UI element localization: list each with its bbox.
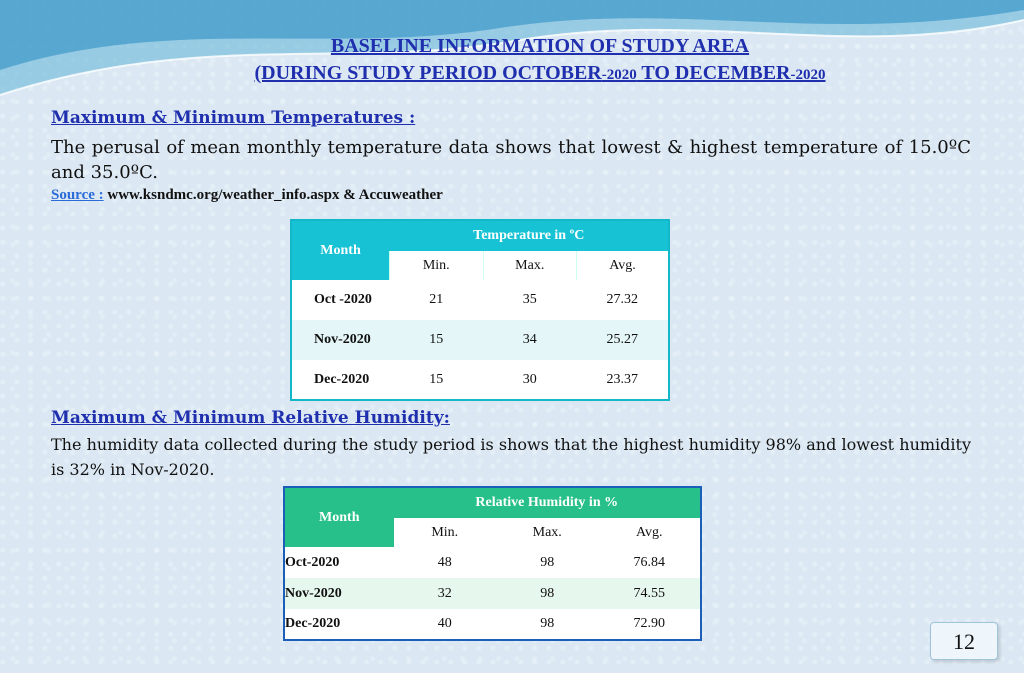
- temp-row-max: 30: [483, 360, 576, 400]
- hum-row-max: 98: [496, 547, 598, 578]
- temp-row-avg: 25.27: [576, 320, 669, 360]
- humidity-table: [283, 486, 702, 641]
- slide-title-line1: [200, 35, 880, 58]
- hum-row-max: 98: [496, 578, 598, 609]
- temp-row-month: Oct -2020: [291, 280, 390, 320]
- hum-col-max: Max.: [496, 518, 598, 547]
- title-line2-d: -2020: [790, 67, 826, 83]
- hum-month-header: Month: [284, 487, 394, 547]
- temp-row-min: 15: [390, 360, 483, 400]
- page-number: 12: [953, 629, 975, 654]
- temp-col-avg: Avg.: [576, 251, 669, 280]
- source-text: www.ksndmc.org/weather_info.aspx & Accuweather: [103, 187, 443, 203]
- source-label[interactable]: Source :: [51, 187, 104, 203]
- hum-row-month: Nov-2020: [284, 578, 394, 609]
- hum-col-avg: Avg.: [598, 518, 701, 547]
- title-line2-c: TO DECEMBER: [636, 62, 791, 84]
- temp-month-header: Month: [291, 220, 390, 280]
- temp-row-avg: 23.37: [576, 360, 669, 400]
- hum-row-max: 98: [496, 609, 598, 640]
- temp-row-max: 34: [483, 320, 576, 360]
- hum-row-month: Dec-2020: [284, 609, 394, 640]
- temp-col-min: Min.: [390, 251, 483, 280]
- hum-row-min: 48: [394, 547, 496, 578]
- table-row: [291, 280, 669, 320]
- hum-col-min: Min.: [394, 518, 496, 547]
- temp-row-max: 35: [483, 280, 576, 320]
- hum-row-avg: 72.90: [598, 609, 701, 640]
- table-row: [291, 360, 669, 400]
- temp-row-avg: 27.32: [576, 280, 669, 320]
- humidity-paragraph: The humidity data collected during the study period is shows that the highest humidity 98% and lowest humidity is 32% in Nov-2020.: [51, 435, 971, 479]
- title-line2-a: (DURING STUDY PERIOD OCTOBER: [254, 62, 602, 84]
- table-row: [284, 609, 701, 640]
- hum-row-min: 32: [394, 578, 496, 609]
- hum-row-min: 40: [394, 609, 496, 640]
- table-row: [284, 547, 701, 578]
- hum-row-avg: 74.55: [598, 578, 701, 609]
- title-line1-text: BASELINE INFORMATION OF STUDY AREA: [330, 35, 750, 57]
- slide-title-line2: [200, 62, 880, 85]
- temp-row-min: 21: [390, 280, 483, 320]
- table-row: [284, 578, 701, 609]
- table-row: [291, 320, 669, 360]
- temperature-table: [290, 219, 670, 401]
- page-number-badge: [930, 622, 998, 660]
- humidity-heading: Maximum & Minimum Relative Humidity:: [51, 408, 450, 428]
- hum-row-month: Oct-2020: [284, 547, 394, 578]
- temperature-paragraph: The perusal of mean monthly temperature data shows that lowest & highest temperature of 15.0ºC and 35.0ºC.: [51, 137, 971, 183]
- title-line2-b: -2020: [601, 67, 637, 83]
- temp-col-max: Max.: [483, 251, 576, 280]
- temperature-heading: Maximum & Minimum Temperatures :: [51, 108, 416, 128]
- hum-row-avg: 76.84: [598, 547, 701, 578]
- temp-row-min: 15: [390, 320, 483, 360]
- temp-group-header: Temperature in ºC: [390, 220, 669, 251]
- hum-group-header: Relative Humidity in %: [394, 487, 701, 518]
- source-line: [51, 187, 443, 204]
- temp-row-month: Nov-2020: [291, 320, 390, 360]
- temp-row-month: Dec-2020: [291, 360, 390, 400]
